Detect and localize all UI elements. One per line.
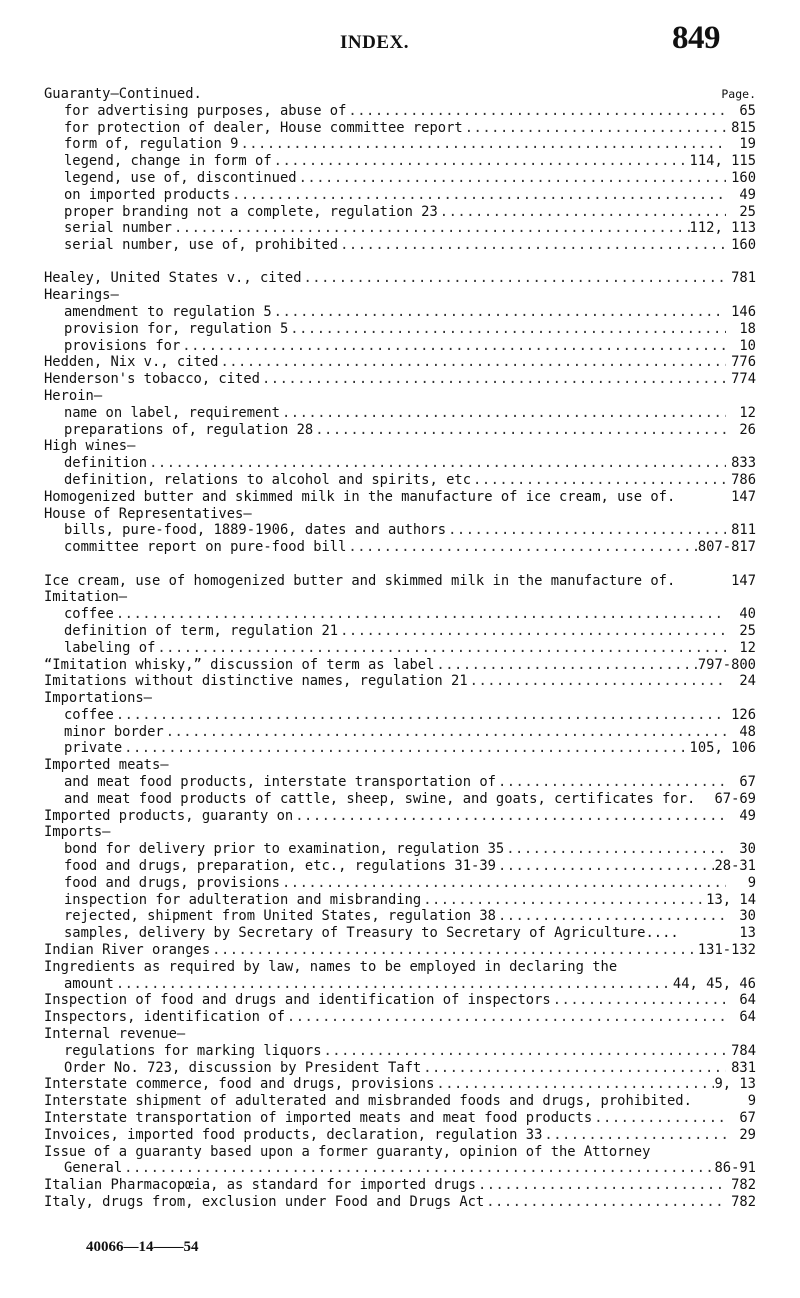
entry-text: definition, relations to alcohol and spirits, etc bbox=[64, 472, 472, 489]
entry-text: samples, delivery by Secretary of Treasury to Secretary of Agriculture.... bbox=[64, 925, 679, 942]
page-reference: 25 bbox=[739, 203, 756, 220]
index-subentry bbox=[44, 204, 756, 221]
entry-text: food and drugs, provisions bbox=[64, 874, 280, 891]
page-reference: 146 bbox=[731, 304, 756, 321]
entry-text: Ice cream, use of homogenized butter and skimmed milk in the manufacture of. bbox=[44, 572, 676, 589]
dot-leader bbox=[471, 472, 726, 489]
dot-leader bbox=[293, 808, 726, 825]
entry-text: legend, change in form of bbox=[64, 153, 272, 170]
entry-text: proper branding not a complete, regulation 23 bbox=[64, 203, 438, 220]
index-subentry bbox=[44, 539, 756, 556]
dot-leader bbox=[260, 371, 726, 388]
index-entries bbox=[44, 86, 756, 1211]
dot-leader bbox=[592, 1110, 726, 1127]
entry-text: Imitations without distinctive names, regulation 21 bbox=[44, 673, 468, 690]
index-entry bbox=[44, 354, 756, 371]
entry-text: coffee bbox=[64, 606, 114, 623]
entry-text: Imported products, guaranty on bbox=[44, 807, 294, 824]
entry-text: provisions for bbox=[64, 337, 181, 354]
dot-leader bbox=[484, 1194, 726, 1211]
index-subentry bbox=[44, 304, 756, 321]
entry-text: Imports— bbox=[44, 824, 111, 841]
index-subentry bbox=[44, 405, 756, 422]
page-reference: 776 bbox=[731, 354, 756, 371]
index-subentry bbox=[44, 875, 756, 892]
index-entry bbox=[44, 1110, 756, 1127]
dot-leader bbox=[302, 270, 727, 287]
dot-leader bbox=[122, 740, 689, 757]
index-entry bbox=[44, 1026, 756, 1043]
page-reference: 831 bbox=[731, 1059, 756, 1076]
index-entry bbox=[44, 1177, 756, 1194]
index-entry bbox=[44, 992, 756, 1009]
index-entry bbox=[44, 1093, 756, 1110]
index-subentry bbox=[44, 606, 756, 623]
index-subentry bbox=[44, 976, 756, 993]
page-reference: 781 bbox=[731, 270, 756, 287]
index-subentry bbox=[44, 455, 756, 472]
page-reference: 67 bbox=[739, 1110, 756, 1127]
dot-leader bbox=[297, 170, 726, 187]
entry-text: on imported products bbox=[64, 186, 231, 203]
entry-text: Interstate transportation of imported meats and meat food products bbox=[44, 1110, 593, 1127]
index-entry bbox=[44, 438, 756, 455]
page-reference: 147 bbox=[731, 572, 756, 589]
dot-leader bbox=[114, 606, 726, 623]
index-entry bbox=[44, 1144, 756, 1161]
page-reference: 48 bbox=[739, 723, 756, 740]
page-reference: 28-31 bbox=[714, 858, 756, 875]
index-subentry bbox=[44, 522, 756, 539]
index-subentry bbox=[44, 791, 756, 808]
entry-text: definition of term, regulation 21 bbox=[64, 622, 339, 639]
index-subentry bbox=[44, 321, 756, 338]
index-subentry bbox=[44, 338, 756, 355]
dot-leader bbox=[346, 103, 726, 120]
entry-text: form of, regulation 9 bbox=[64, 136, 239, 153]
dot-leader bbox=[288, 321, 726, 338]
entry-text: Importations— bbox=[44, 690, 152, 707]
page-reference: 160 bbox=[731, 237, 756, 254]
index-entry bbox=[44, 690, 756, 707]
index-entry bbox=[44, 1127, 756, 1144]
page-reference: 30 bbox=[739, 841, 756, 858]
index-subentry bbox=[44, 237, 756, 254]
dot-leader bbox=[468, 673, 726, 690]
index-subentry bbox=[44, 908, 756, 925]
dot-leader bbox=[446, 522, 726, 539]
dot-leader bbox=[438, 204, 726, 221]
index-entry bbox=[44, 506, 756, 523]
page-reference: 9 bbox=[747, 1093, 756, 1110]
entry-text: Inspectors, identification of bbox=[44, 1009, 285, 1026]
dot-leader bbox=[272, 153, 690, 170]
index-subentry bbox=[44, 103, 756, 120]
entry-text: for advertising purposes, abuse of bbox=[64, 102, 347, 119]
index-entry bbox=[44, 808, 756, 825]
index-entry bbox=[44, 287, 756, 304]
dot-leader bbox=[346, 539, 697, 556]
index-subentry bbox=[44, 220, 756, 237]
page-reference: 25 bbox=[739, 622, 756, 639]
page-reference: 147 bbox=[731, 488, 756, 505]
entry-text: provision for, regulation 5 bbox=[64, 320, 289, 337]
entry-text: Order No. 723, discussion by President Taft bbox=[64, 1059, 422, 1076]
page-reference: 9, 13 bbox=[714, 1076, 756, 1093]
page-reference: 12 bbox=[739, 404, 756, 421]
page-reference: 782 bbox=[731, 1194, 756, 1210]
index-subentry bbox=[44, 472, 756, 489]
entry-text: rejected, shipment from United States, regulation 38 bbox=[64, 908, 496, 925]
index-subentry bbox=[44, 153, 756, 170]
page-reference: 49 bbox=[739, 186, 756, 203]
page-reference: 10 bbox=[739, 337, 756, 354]
index-entry bbox=[44, 1076, 756, 1093]
entry-text: Interstate shipment of adulterated and misbranded foods and drugs, prohibited. bbox=[44, 1093, 692, 1110]
entry-text: Invoices, imported food products, declaration, regulation 33 bbox=[44, 1126, 543, 1143]
page-reference: 65 bbox=[739, 102, 756, 119]
page-header bbox=[0, 20, 800, 70]
page-reference: 67-69 bbox=[714, 790, 756, 807]
index-subentry bbox=[44, 1160, 756, 1177]
dot-leader bbox=[434, 657, 697, 674]
entry-text: Italy, drugs from, exclusion under Food and Drugs Act bbox=[44, 1194, 485, 1210]
entry-text: definition bbox=[64, 455, 148, 472]
index-subentry bbox=[44, 136, 756, 153]
page-reference: 807-817 bbox=[697, 539, 756, 556]
dot-leader bbox=[496, 774, 726, 791]
page-reference: 797-800 bbox=[697, 656, 756, 673]
index-entry bbox=[44, 959, 756, 976]
index-entry bbox=[44, 371, 756, 388]
dot-leader bbox=[338, 623, 726, 640]
entry-text: preparations of, regulation 28 bbox=[64, 421, 314, 438]
page-reference: 833 bbox=[731, 455, 756, 472]
entry-text: for protection of dealer, House committee report bbox=[64, 119, 463, 136]
index-subentry bbox=[44, 1060, 756, 1077]
page-reference: 786 bbox=[731, 472, 756, 489]
entry-text: regulations for marking liquors bbox=[64, 1042, 322, 1059]
dot-leader bbox=[542, 1127, 726, 1144]
page-reference: 782 bbox=[731, 1177, 756, 1194]
index-entry bbox=[44, 757, 756, 774]
page-reference: Page. bbox=[721, 87, 756, 101]
dot-leader bbox=[421, 892, 706, 909]
index-subentry bbox=[44, 422, 756, 439]
entry-text: Issue of a guaranty based upon a former guaranty, opinion of the Attorney bbox=[44, 1143, 651, 1160]
entry-text: and meat food products of cattle, sheep, swine, and goats, certificates for. bbox=[64, 790, 696, 807]
dot-leader bbox=[218, 354, 726, 371]
index-subentry bbox=[44, 1043, 756, 1060]
page-reference: 112, 113 bbox=[689, 220, 756, 237]
page-number: 849 bbox=[672, 20, 720, 56]
entry-text: legend, use of, discontinued bbox=[64, 169, 297, 186]
entry-text: Imitation— bbox=[44, 589, 128, 606]
index-entry bbox=[44, 388, 756, 405]
index-entry bbox=[44, 86, 756, 103]
dot-leader bbox=[114, 976, 673, 993]
page-reference: 126 bbox=[731, 706, 756, 723]
entry-text: bond for delivery prior to examination, regulation 35 bbox=[64, 841, 505, 858]
index-subentry bbox=[44, 740, 756, 757]
entry-text: “Imitation whisky,” discussion of term as label bbox=[44, 656, 435, 673]
dot-leader bbox=[230, 187, 726, 204]
entry-text: bills, pure-food, 1889-1906, dates and authors bbox=[64, 522, 447, 539]
page-reference: 18 bbox=[739, 320, 756, 337]
dot-leader bbox=[180, 338, 726, 355]
index-entry bbox=[44, 1009, 756, 1026]
entry-text: amendment to regulation 5 bbox=[64, 304, 272, 321]
entry-text: High wines— bbox=[44, 438, 136, 455]
entry-text: private bbox=[64, 740, 123, 757]
entry-text: labeling of bbox=[64, 639, 156, 656]
dot-leader bbox=[147, 455, 726, 472]
dot-leader bbox=[210, 942, 698, 959]
page-reference: 160 bbox=[731, 169, 756, 186]
page-reference: 114, 115 bbox=[689, 153, 756, 170]
page-reference: 774 bbox=[731, 371, 756, 388]
index-subentry bbox=[44, 724, 756, 741]
page-reference: 67 bbox=[739, 774, 756, 791]
entry-text: committee report on pure-food bill bbox=[64, 539, 347, 556]
dot-leader bbox=[338, 237, 726, 254]
index-subentry bbox=[44, 925, 756, 942]
dot-leader bbox=[172, 220, 690, 237]
entry-text: Homogenized butter and skimmed milk in the manufacture of ice cream, use of. bbox=[44, 488, 676, 505]
entry-text: Henderson's tobacco, cited bbox=[44, 371, 260, 388]
page-reference: 64 bbox=[739, 1009, 756, 1026]
index-subentry bbox=[44, 120, 756, 137]
dot-leader bbox=[476, 1177, 726, 1194]
page-reference: 131-132 bbox=[697, 942, 756, 959]
dot-leader bbox=[313, 422, 726, 439]
page-reference: 24 bbox=[739, 673, 756, 690]
index-entry bbox=[44, 589, 756, 606]
entry-text: Heroin— bbox=[44, 388, 103, 405]
entry-text: General bbox=[64, 1160, 123, 1177]
page-reference: 49 bbox=[739, 807, 756, 824]
dot-leader bbox=[122, 1160, 714, 1177]
dot-leader bbox=[114, 707, 726, 724]
page-reference: 30 bbox=[739, 908, 756, 925]
dot-leader bbox=[463, 120, 726, 137]
page-reference: 13 bbox=[739, 925, 756, 942]
page-reference: 9 bbox=[747, 874, 756, 891]
page-reference: 29 bbox=[739, 1126, 756, 1143]
index-subentry bbox=[44, 858, 756, 875]
index-subentry bbox=[44, 640, 756, 657]
dot-leader bbox=[434, 1076, 714, 1093]
dot-leader bbox=[496, 858, 715, 875]
dot-leader bbox=[280, 875, 726, 892]
dot-leader bbox=[496, 908, 726, 925]
entry-text: House of Representatives— bbox=[44, 505, 252, 522]
running-title: INDEX. bbox=[340, 32, 409, 53]
entry-text: Inspection of food and drugs and identification of inspectors bbox=[44, 992, 551, 1009]
entry-text: serial number bbox=[64, 220, 172, 237]
index-entry bbox=[44, 1194, 756, 1211]
page-reference: 64 bbox=[739, 992, 756, 1009]
index-entry bbox=[44, 573, 756, 590]
entry-text: Healey, United States v., cited bbox=[44, 270, 302, 287]
page-reference: 19 bbox=[739, 136, 756, 153]
entry-text: Interstate commerce, food and drugs, provisions bbox=[44, 1076, 435, 1093]
index-subentry bbox=[44, 707, 756, 724]
index-entry bbox=[44, 824, 756, 841]
dot-leader bbox=[504, 841, 726, 858]
dot-leader bbox=[155, 640, 726, 657]
page-reference: 13, 14 bbox=[706, 891, 756, 908]
entry-text: name on label, requirement bbox=[64, 404, 280, 421]
page-reference: 105, 106 bbox=[689, 740, 756, 757]
page-reference: 12 bbox=[739, 639, 756, 656]
page-reference: 815 bbox=[731, 119, 756, 136]
entry-text: Imported meats— bbox=[44, 757, 169, 774]
dot-leader bbox=[238, 136, 726, 153]
dot-leader bbox=[285, 1009, 726, 1026]
page-reference: 86-91 bbox=[714, 1160, 756, 1177]
entry-text: inspection for adulteration and misbranding bbox=[64, 891, 422, 908]
entry-text: amount bbox=[64, 975, 114, 992]
index-subentry bbox=[44, 841, 756, 858]
index-entry bbox=[44, 489, 756, 506]
page-reference: 784 bbox=[731, 1042, 756, 1059]
page-reference: 44, 45, 46 bbox=[672, 975, 756, 992]
index-subentry bbox=[44, 623, 756, 640]
index-entry bbox=[44, 657, 756, 674]
dot-leader bbox=[421, 1060, 726, 1077]
page-reference: 26 bbox=[739, 421, 756, 438]
entry-text: and meat food products, interstate transportation of bbox=[64, 774, 496, 791]
dot-leader bbox=[272, 304, 726, 321]
entry-text: food and drugs, preparation, etc., regulations 31-39 bbox=[64, 858, 496, 875]
entry-text: serial number, use of, prohibited bbox=[64, 237, 339, 254]
page-reference: 40 bbox=[739, 606, 756, 623]
index-subentry bbox=[44, 892, 756, 909]
dot-leader bbox=[280, 405, 726, 422]
index-entry bbox=[44, 942, 756, 959]
index-subentry bbox=[44, 187, 756, 204]
entry-text: Hedden, Nix v., cited bbox=[44, 354, 219, 371]
dot-leader bbox=[322, 1043, 727, 1060]
dot-leader bbox=[164, 724, 726, 741]
entry-text: Guaranty—Continued. bbox=[44, 86, 202, 102]
entry-text: Indian River oranges bbox=[44, 942, 211, 959]
entry-text: Internal revenue— bbox=[44, 1026, 186, 1043]
entry-text: Italian Pharmacopœia, as standard for imported drugs bbox=[44, 1177, 476, 1194]
dot-leader bbox=[551, 992, 726, 1009]
printer-footer: 40066—14——54 bbox=[86, 1239, 199, 1255]
index-subentry bbox=[44, 774, 756, 791]
index-entry bbox=[44, 673, 756, 690]
entry-text: Ingredients as required by law, names to be employed in declaring the bbox=[44, 958, 618, 975]
entry-text: coffee bbox=[64, 706, 114, 723]
index-entry bbox=[44, 270, 756, 287]
entry-text: minor border bbox=[64, 723, 164, 740]
index-subentry bbox=[44, 170, 756, 187]
page-reference: 811 bbox=[731, 522, 756, 539]
entry-text: Hearings— bbox=[44, 287, 119, 304]
